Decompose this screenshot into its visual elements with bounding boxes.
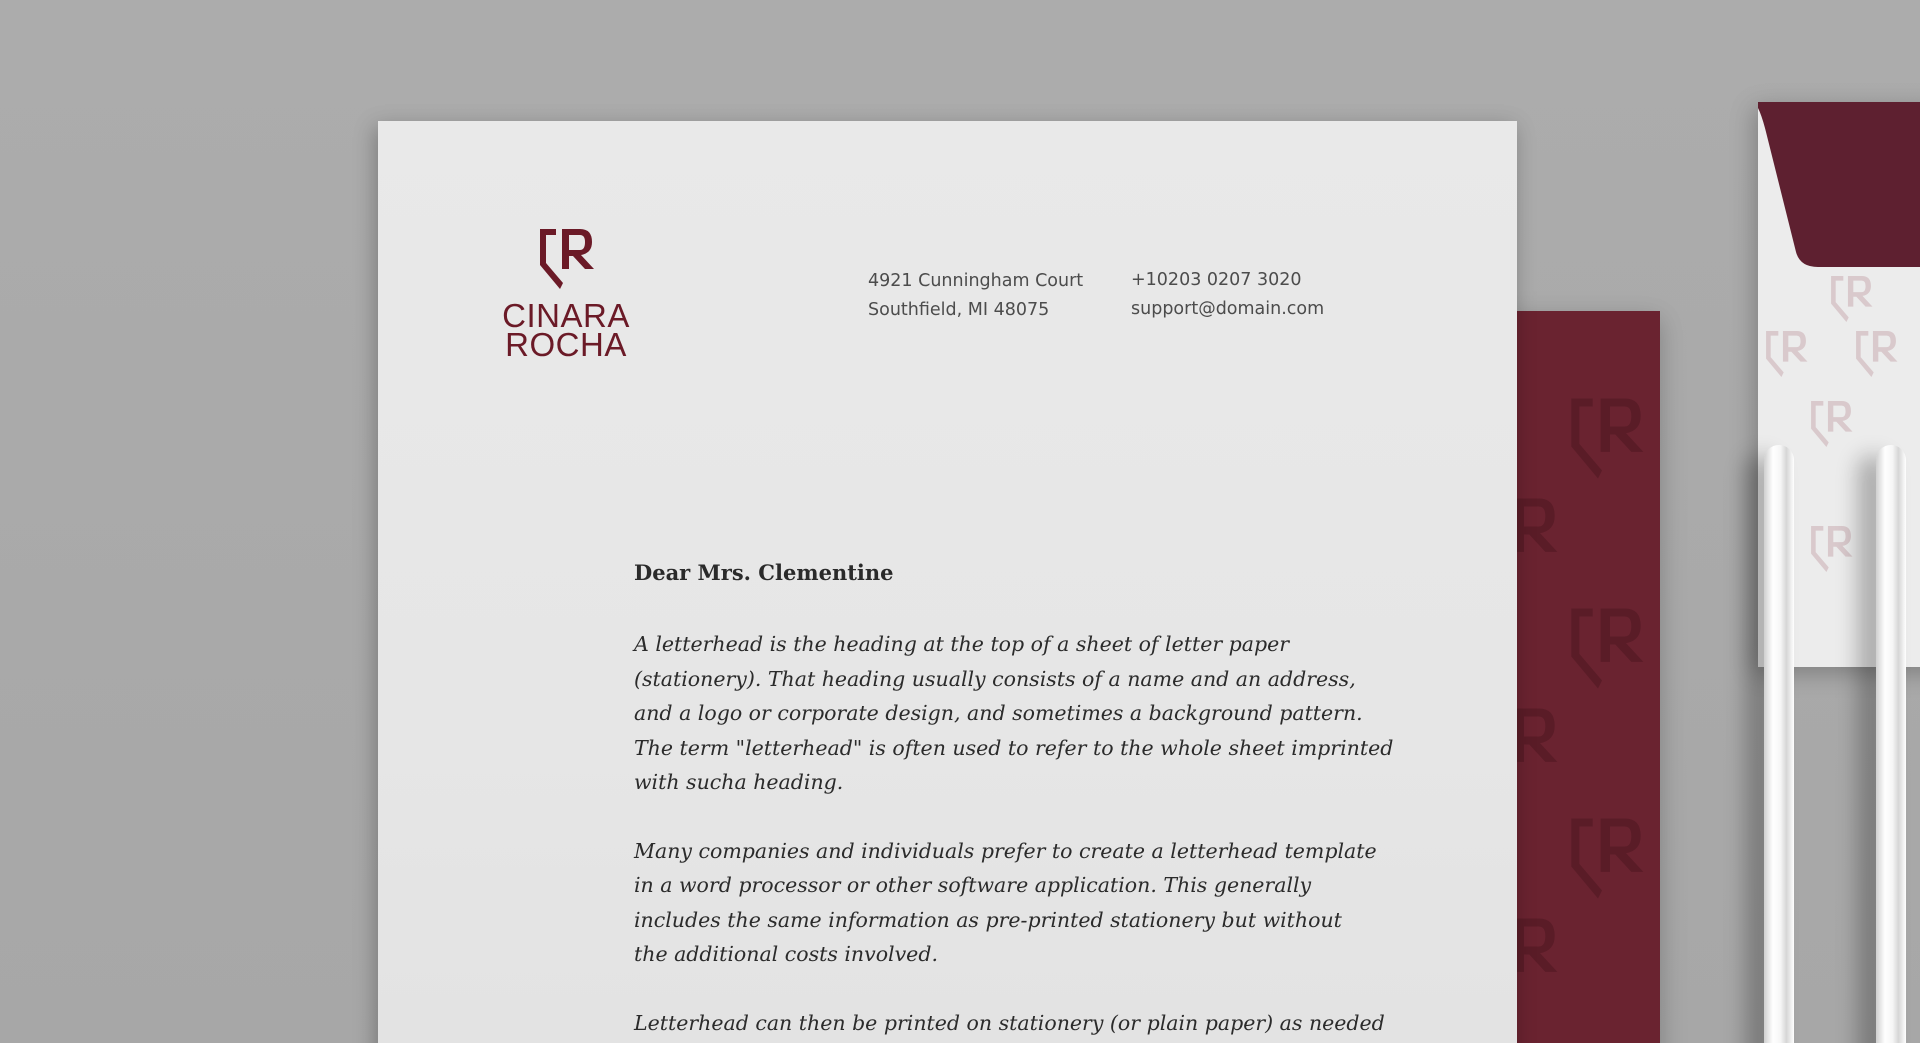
paragraph-line: the additional costs involved.	[634, 942, 938, 966]
brand-logo	[496, 225, 636, 363]
cr-monogram-icon	[536, 225, 596, 293]
address-block	[868, 267, 1083, 325]
letter-paragraph-3	[634, 1006, 1394, 1041]
letter-paragraph-1	[634, 627, 1394, 800]
letter-greeting: Dear Mrs. Clementine	[634, 560, 894, 585]
pencil	[1764, 445, 1794, 1043]
address-line1: 4921 Cunningham Court	[868, 271, 1084, 291]
paragraph-line: with sucha heading.	[634, 770, 844, 794]
burgundy-card	[1500, 311, 1660, 1043]
paragraph-line: Many companies and individuals prefer to create a letterhead template	[634, 838, 1377, 863]
brand-name-line2: ROCHA	[505, 326, 627, 363]
envelope-monogram-icon	[1853, 327, 1899, 381]
envelope-flap	[1758, 102, 1920, 272]
envelope-monogram-icon	[1828, 272, 1874, 326]
paragraph-line: A letterhead is the heading at the top of a sheet of letter paper	[634, 632, 1290, 656]
paragraph-line: The term "letterhead" is often used to refer to the whole sheet imprinted	[634, 735, 1394, 760]
paragraph-line: Letterhead can then be printed on stationery (or plain paper) as needed	[634, 1010, 1385, 1035]
letter-body	[634, 558, 1394, 1043]
letter-paragraph-2	[634, 834, 1394, 972]
address-line2: Southfield, MI 48075	[868, 300, 1050, 320]
card-monogram-icon	[1566, 391, 1646, 486]
paragraph-line: (stationery). That heading usually consists of a name and an address,	[634, 666, 1356, 691]
paragraph-line: in a word processor or other software application. This generally	[634, 873, 1312, 897]
card-monogram-icon	[1566, 811, 1646, 906]
envelope-monogram-icon	[1808, 522, 1854, 576]
card-monogram-icon	[1566, 601, 1646, 696]
paragraph-line: and a logo or corporate design, and sometimes a background pattern.	[634, 701, 1363, 725]
paragraph-line: includes the same information as pre-printed stationery but without	[634, 907, 1342, 932]
envelope-monogram-icon	[1763, 327, 1809, 381]
envelope-monogram-icon	[1808, 397, 1854, 451]
contact-block	[1131, 266, 1324, 324]
email-address: support@domain.com	[1131, 299, 1325, 319]
letterhead-sheet	[378, 121, 1517, 1043]
phone-number: +10203 0207 3020	[1131, 270, 1302, 290]
pencil	[1876, 445, 1906, 1043]
brand-name-line1: CINARA	[502, 297, 630, 334]
